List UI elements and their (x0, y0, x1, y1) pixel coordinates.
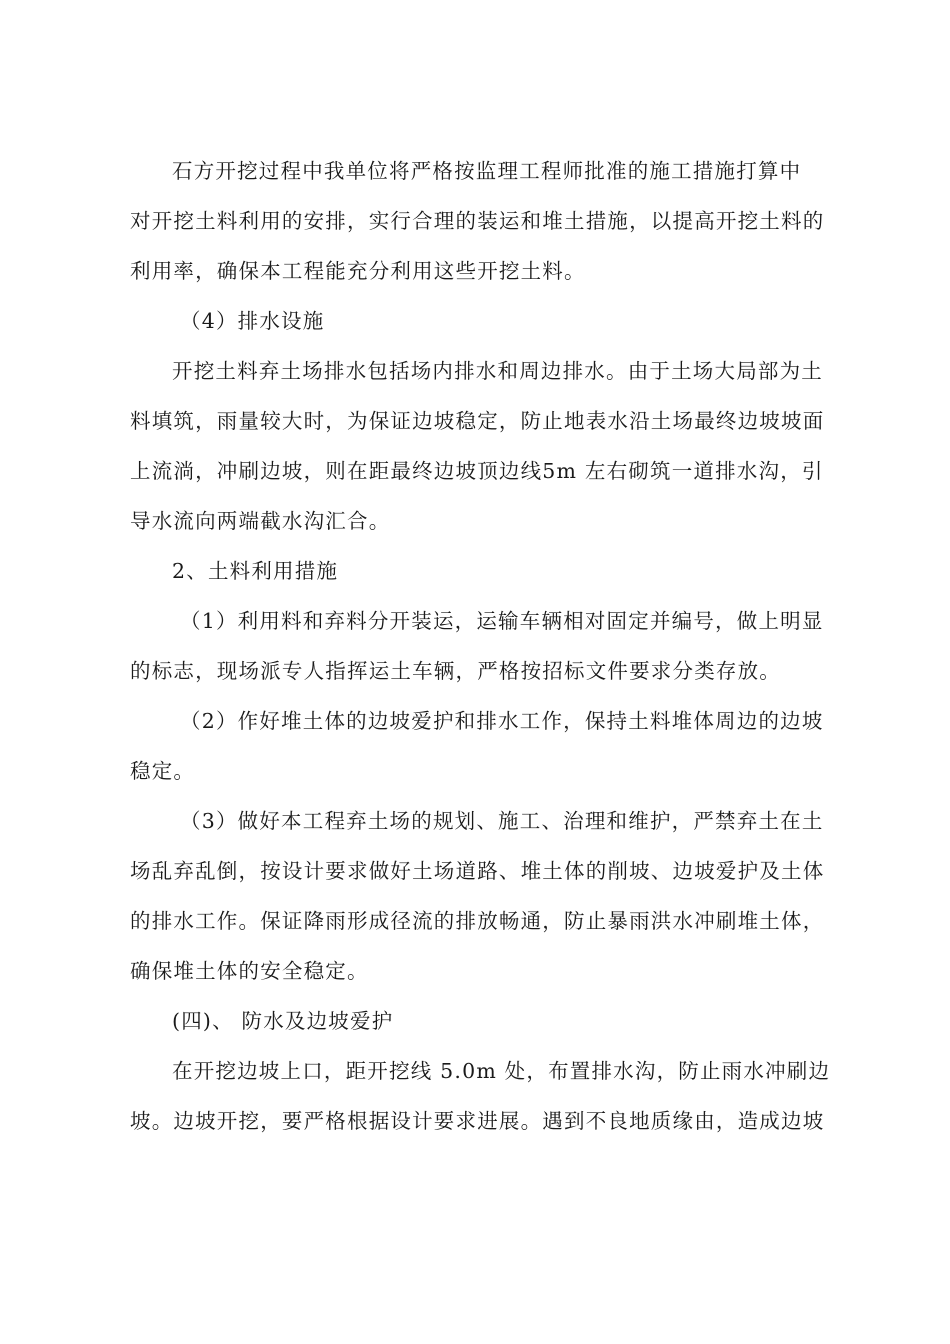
paragraph-line: 稳定。 (130, 759, 196, 783)
paragraph-line: 确保堆土体的安全稳定。 (130, 959, 369, 983)
paragraph-line: 的标志，现场派专人指挥运土车辆，严格按招标文件要求分类存放。 (130, 659, 781, 683)
paragraph-line: 上流淌，冲刷边坡，则在距最终边坡顶边线5m 左右砌筑一道排水沟，引 (130, 459, 824, 483)
section-heading: (四)、 防水及边坡爱护 (172, 1009, 394, 1033)
section-heading: （4）排水设施 (180, 309, 325, 333)
paragraph-line: （3）做好本工程弃土场的规划、施工、治理和维护，严禁弃土在土 (180, 809, 824, 833)
paragraph-line: 导水流向两端截水沟汇合。 (130, 509, 391, 533)
paragraph-line: 场乱弃乱倒，按设计要求做好土场道路、堆土体的削坡、边坡爱护及土体 (130, 859, 825, 883)
paragraph-line: 对开挖土料利用的安排，实行合理的装运和堆土措施，以提高开挖土料的 (130, 209, 825, 233)
section-heading: 2、土料利用措施 (172, 559, 339, 583)
paragraph-line: 料填筑，雨量较大时，为保证边坡稳定，防止地表水沿土场最终边坡坡面 (130, 409, 825, 433)
paragraph-line: 的排水工作。保证降雨形成径流的排放畅通，防止暴雨洪水冲刷堆土体， (130, 909, 825, 933)
paragraph-line: （2）作好堆土体的边坡爱护和排水工作，保持土料堆体周边的边坡 (180, 709, 824, 733)
paragraph-line: （1）利用料和弃料分开装运，运输车辆相对固定并编号，做上明显 (180, 609, 824, 633)
paragraph-line: 石方开挖过程中我单位将严格按监理工程师批准的施工措施打算中 (172, 159, 802, 183)
paragraph-line: 在开挖边坡上口，距开挖线 5.0m 处，布置排水沟，防止雨水冲刷边 (172, 1059, 831, 1083)
paragraph-line: 开挖土料弃土场排水包括场内排水和周边排水。由于土场大局部为土 (172, 359, 823, 383)
paragraph-line: 坡。边坡开挖，要严格根据设计要求进展。遇到不良地质缘由，造成边坡 (130, 1109, 825, 1133)
paragraph-line: 利用率，确保本工程能充分利用这些开挖土料。 (130, 259, 586, 283)
